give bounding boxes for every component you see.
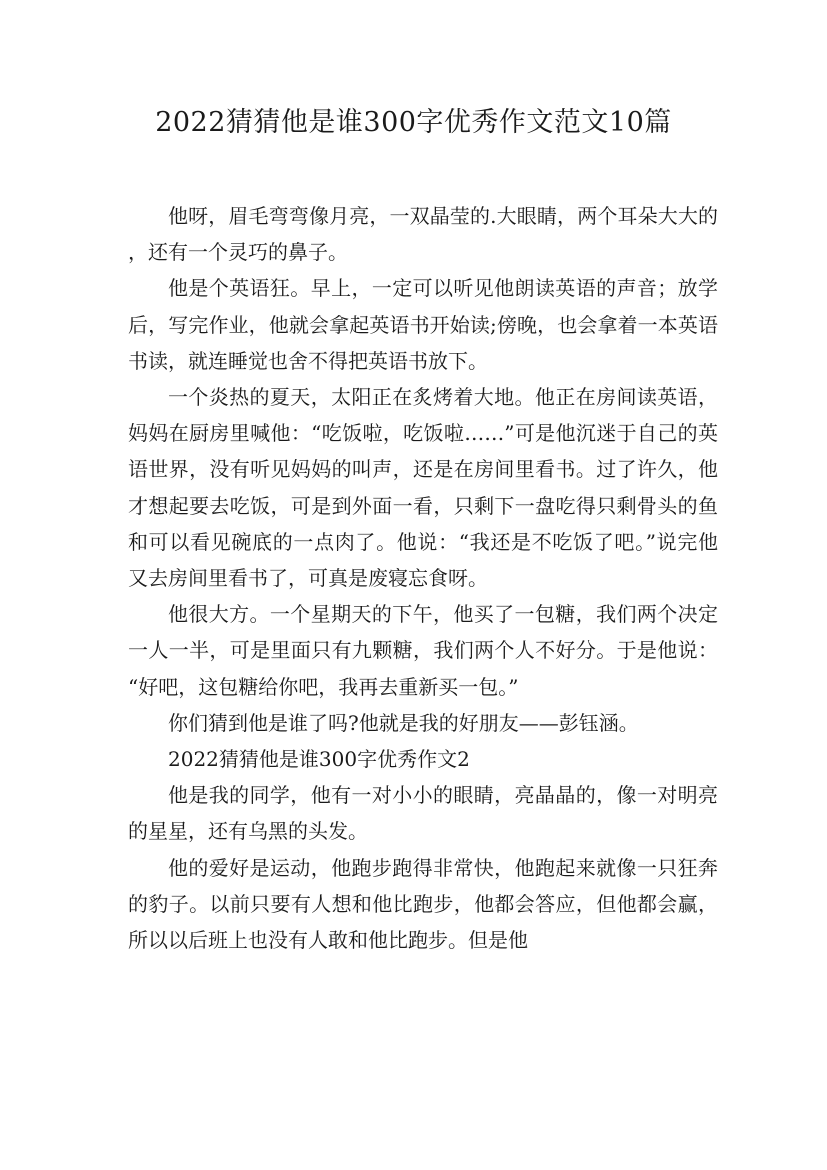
document-body <box>128 198 718 958</box>
paragraph: 一个炎热的夏天，太阳正在炙烤着大地。他正在房间读英语，妈妈在厨房里喊他：“吃饭啦，吃饭啦……”可是他沉迷于自己的英语世界，没有听见妈妈的叫声，还是在房间里看书。过了许久，他才想起要去吃饭，可是到外面一看，只剩下一盘吃得只剩骨头的鱼和可以看见碗底的一点肉了。他说：“我还是不吃饭了吧。”说完他又去房间里看书了，可真是废寝忘食呀。 <box>128 385 718 591</box>
paragraph: 你们猜到他是谁了吗?他就是我的好朋友——彭钰涵。 <box>168 710 639 735</box>
paragraph: 他是我的同学，他有一对小小的眼睛，亮晶晶的，像一对明亮的星星，还有乌黑的头发。 <box>128 783 718 844</box>
paragraph: 他是个英语狂。早上，一定可以听见他朗读英语的声音；放学后，写完作业，他就会拿起英语书开始读;傍晚，也会拿着一本英语书读，就连睡觉也舍不得把英语书放下。 <box>128 276 718 373</box>
document-title: 2022猜猜他是谁300字优秀作文范文10篇 <box>155 107 672 138</box>
paragraph: 他呀，眉毛弯弯像月亮，一双晶莹的.大眼睛，两个耳朵大大的，还有一个灵巧的鼻子。 <box>128 204 718 265</box>
paragraph: 他很大方。一个星期天的下午，他买了一包糖，我们两个决定一人一半，可是里面只有九颗糖，我们两个人不好分。于是他说：“好吧，这包糖给你吧，我再去重新买一包。” <box>128 602 718 699</box>
section-heading: 2022猜猜他是谁300字优秀作文2 <box>168 747 470 772</box>
paragraph: 他的爱好是运动，他跑步跑得非常快，他跑起来就像一只狂奔的豹子。以前只要有人想和他比跑步，他都会答应，但他都会赢，所以以后班上也没有人敢和他比跑步。但是他 <box>128 855 718 953</box>
